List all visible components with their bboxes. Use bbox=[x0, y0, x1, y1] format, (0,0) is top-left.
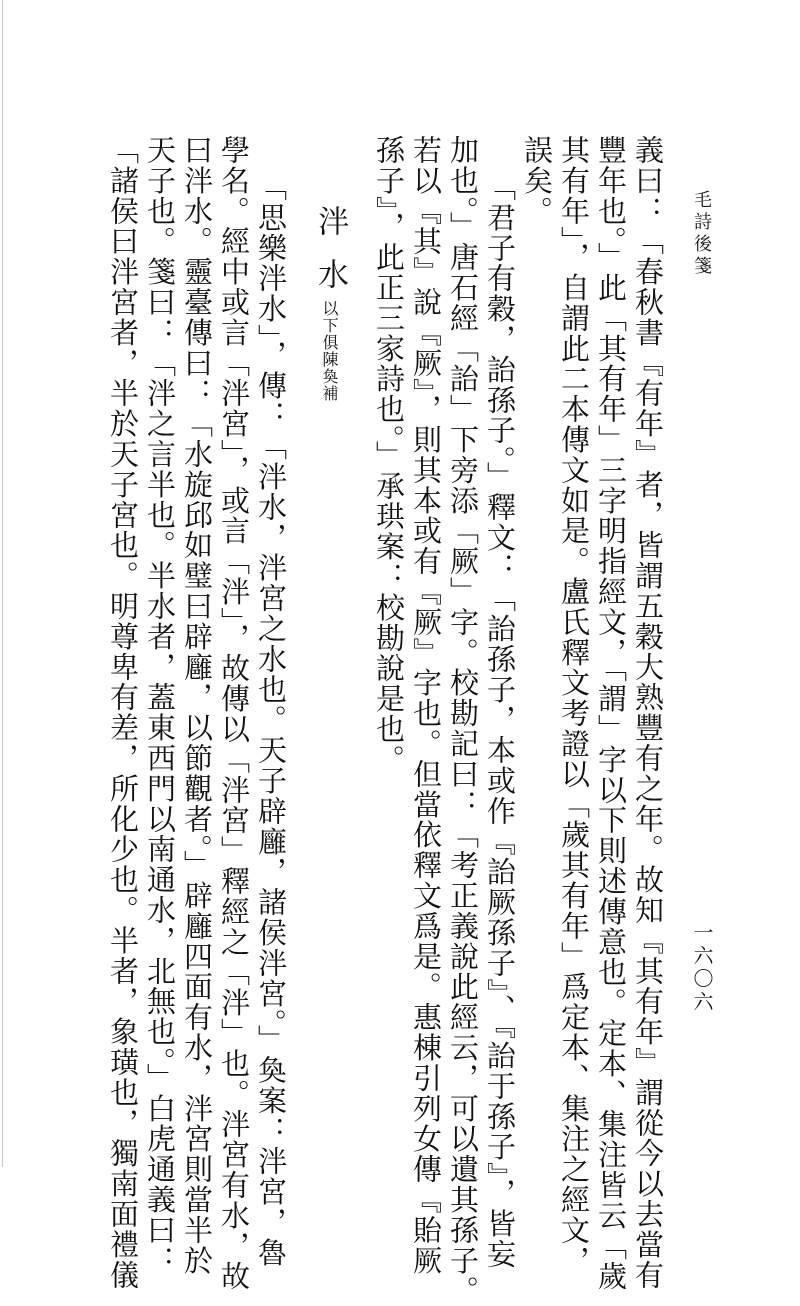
text-column: 天子也。箋曰：「泮之言半也。半水者，蓋東西門以南通水，北無也。」白虎通義曰： bbox=[143, 135, 177, 1276]
text-column: 其有年」，自謂此二本傳文如是。盧氏釋文考證以「歲其有年」爲定本、集注之經文， bbox=[557, 135, 591, 1276]
text-column: 曰泮水。靈臺傳曰：「水旋邱如璧曰辟廱，以節觀者。」辟廱四面有水，泮宮則當半於 bbox=[180, 135, 214, 1276]
text-column: 「諸侯曰泮宮者，半於天子宮也。明尊卑有差，所化少也。半者，象璜也，獨南面禮儀 bbox=[106, 135, 140, 1291]
scan-edge-line bbox=[2, 0, 3, 1167]
page-number: 一六〇六 bbox=[690, 922, 714, 1014]
text-column: 「思樂泮水」，傳：「泮水，泮宮之水也。天子辟廱，諸侯泮宮。」奐案：泮宮，魯 bbox=[254, 172, 288, 1268]
text-column: 孫子』，此正三家詩也。」承珙案：校勘說是也。 bbox=[372, 135, 406, 775]
text-column: 學名。經中或言「泮宮」，或言「泮」，故傳以「泮宮」釋經之「泮」也。泮宮有水，故 bbox=[217, 135, 251, 1292]
text-column: 義曰：「春秋書『有年』者，皆謂五穀大熟豐有之年。故知『其有年』謂從今以去當有 bbox=[631, 135, 665, 1291]
text-column: 加也。」唐石經「詒」下旁添「厥」字。校勘記曰：「考正義說此經云，可以遺其孫子。 bbox=[446, 135, 480, 1306]
section-note: 以下俱陳奐補 bbox=[320, 300, 339, 402]
text-column: 若以『其』說『厥』，則其本或有『厥』字也。但當依釋文爲是。惠棟引列女傳『貽厥 bbox=[409, 135, 443, 1276]
text-column: 誤矣。 bbox=[520, 135, 554, 227]
text-column: 「君子有穀，詒孫子。」釋文：「詒孫子，本或作『詒厥孫子』、『詒于孫子』，皆妄 bbox=[483, 172, 517, 1270]
text-column: 豐年也。」此「其有年」三字明指經文，「謂」字以下則述傳意也。定本、集注皆云「歲 bbox=[594, 135, 628, 1292]
running-title: 毛詩後箋 bbox=[691, 190, 712, 278]
section-title: 泮水 bbox=[312, 205, 348, 311]
